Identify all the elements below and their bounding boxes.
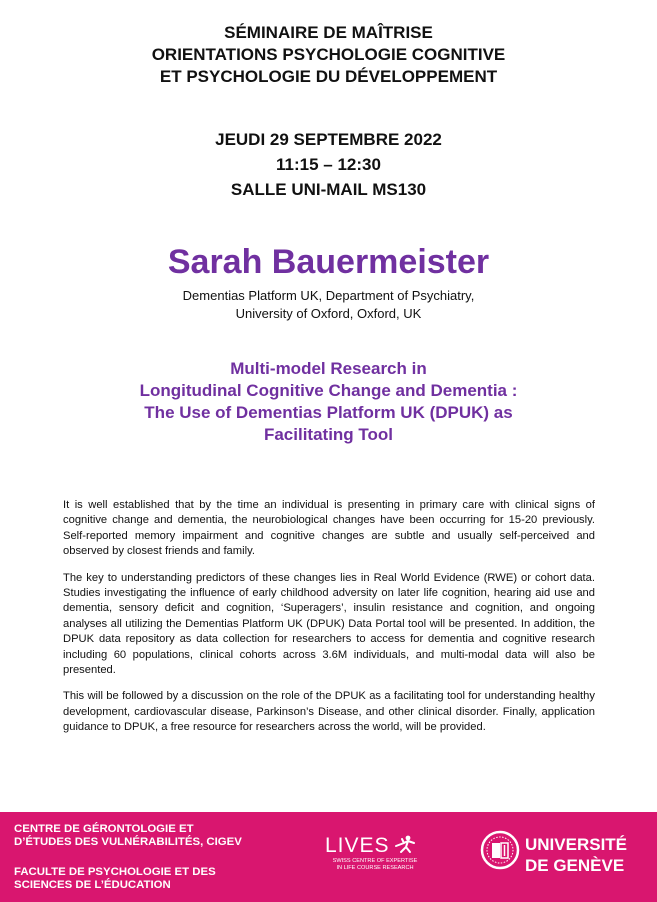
header-line-1: SÉMINAIRE DE MAÎTRISE xyxy=(224,23,433,42)
lives-logo-name: LIVES xyxy=(325,834,390,857)
faculty-line-1: FACULTE DE PSYCHOLOGIE ET DES xyxy=(14,866,216,878)
affiliation-line-1: Dementias Platform UK, Department of Psychiatry, xyxy=(182,288,475,303)
unige-logo xyxy=(480,830,650,880)
event-time: 11:15 – 12:30 xyxy=(276,155,381,174)
lives-logo xyxy=(325,834,455,872)
talk-title-line-2: Longitudinal Cognitive Change and Dementia : xyxy=(139,381,518,400)
speaker-name: Sarah Bauermeister xyxy=(167,243,490,281)
talk-title-line-1: Multi-model Research in xyxy=(230,359,427,378)
event-room: SALLE UNI-MAIL MS130 xyxy=(230,180,427,199)
faculty-line-2: SCIENCES DE L’ÉDUCATION xyxy=(14,879,171,891)
talk-title xyxy=(0,358,657,446)
speaker-affiliation xyxy=(0,287,657,323)
header-line-3: ET PSYCHOLOGIE DU DÉVELOPPEMENT xyxy=(159,67,498,86)
abstract-paragraph-3: This will be followed by a discussion on the role of the DPUK as a facilitating tool for understanding healthy development, cardiovascular disease, Parkinson’s Disease, and other clinical disorder. Finally, application guidance to DPUK, a free resource for researchers across the world, will be provided. xyxy=(63,690,595,734)
faculty-label xyxy=(14,866,216,892)
lives-sub-line-2: IN LIFE COURSE RESEARCH xyxy=(336,865,414,871)
lives-sub-line-1: SWISS CENTRE OF EXPERTISE xyxy=(332,858,418,864)
affiliation-line-2: University of Oxford, Oxford, UK xyxy=(235,306,422,321)
cigev-line-2: D’ÉTUDES DES VULNÉRABILITÉS, CIGEV xyxy=(14,836,242,848)
abstract-paragraph-2: The key to understanding predictors of these changes lies in Real World Evidence (RWE) or cohort data. Studies investigating the influence of early childhood adversity on later life cognition, hearing aid use and dementia, sensory deficit and cognition, ‘Superagers’, insulin resistance and cognition, and ongoing analyses all utilizing the Dementias Platform UK (DPUK) Data Portal tool will be presented. In addition, the DPUK data repository as data collection for researchers to access for dementia and cognitive research including 60 populations, clinical cohorts across 3.6M individuals, and multi-modal data will also be presented. xyxy=(63,571,595,677)
unige-line-1: UNIVERSITÉ xyxy=(525,835,628,854)
unige-wordmark xyxy=(525,834,627,876)
cigev-label xyxy=(14,823,242,849)
lives-figure-icon xyxy=(394,834,418,854)
lives-logo-subtitle xyxy=(325,858,425,872)
unige-line-2: DE GENÈVE xyxy=(525,856,625,875)
event-details xyxy=(0,127,657,202)
header-line-2: ORIENTATIONS PSYCHOLOGIE COGNITIVE xyxy=(151,45,506,64)
talk-title-line-4: Facilitating Tool xyxy=(263,425,394,444)
cigev-line-1: CENTRE DE GÉRONTOLOGIE ET xyxy=(14,823,194,835)
unige-seal-icon xyxy=(480,830,520,870)
talk-title-line-3: The Use of Dementias Platform UK (DPUK) as xyxy=(144,403,513,422)
abstract-paragraph-1: It is well established that by the time an individual is presenting in primary care with clinical signs of cognitive change and dementia, the neurobiological changes have been occurring for 15-20 previously. Self-reported memory impairment and cognitive changes are subtle and usually self-perceived and observed by closest friends and family. xyxy=(63,499,595,558)
abstract xyxy=(63,498,595,747)
event-date: JEUDI 29 SEPTEMBRE 2022 xyxy=(215,130,442,149)
footer-bar xyxy=(0,812,657,902)
seminar-header xyxy=(0,22,657,88)
